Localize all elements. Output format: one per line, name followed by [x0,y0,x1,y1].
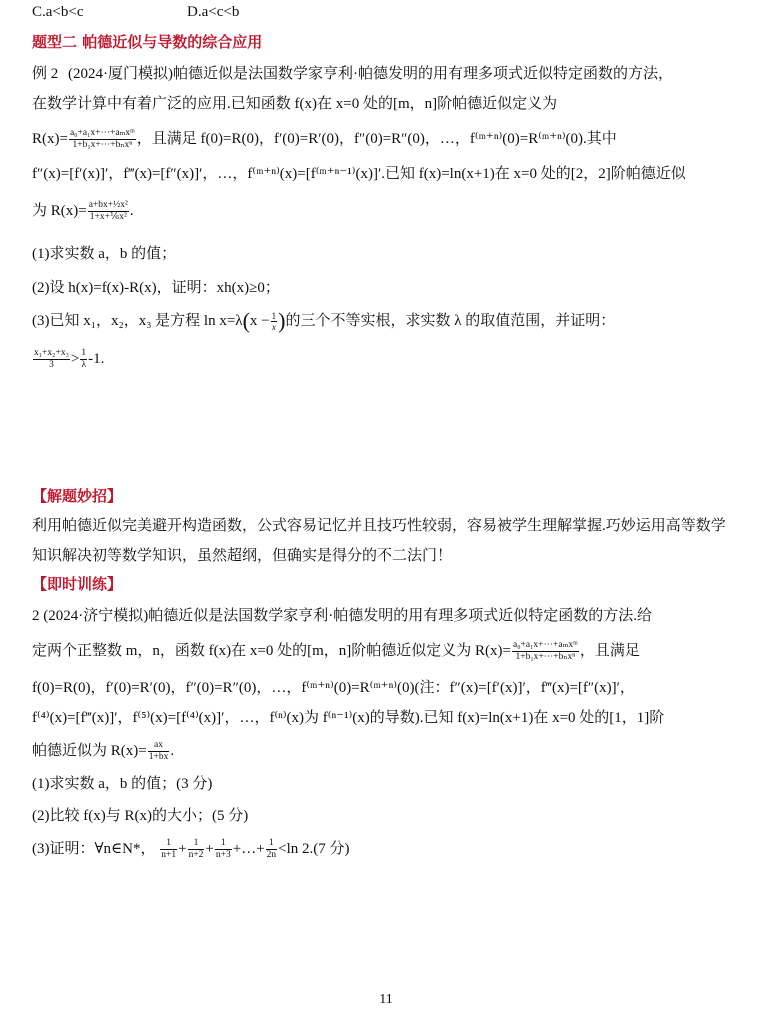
training-line-1: 2 (2024·济宁模拟)帕德近似是法国数学家亨利·帕德发明的用有理多项式近似特定函数的方法.给 [32,608,652,624]
tips-line-2: 知识解决初等数学知识，虽然超纲，但确实是得分的不二法门！ [32,548,453,564]
example-line-4: f″(x)=[f′(x)]′，f‴(x)=[f″(x)]′，…，f⁽ᵐ⁺ⁿ⁾(x)=[f⁽ᵐ⁺ⁿ⁻¹⁾(x)]′.已知 f(x)=ln(x+1)在 x=0 处的[2，2]阶帕德近似 [32,166,686,182]
training-line-5: 帕德近似为 R(x)= $\frac{ax}{1+bx}$ . [32,740,175,762]
training-line-2: 定两个正整数 m，n，函数 f(x)在 x=0 处的[m，n]阶帕德近似定义为 R(x)= $\frac{\text{a₀+a₁x+⋯+aₘxᵐ}}{\text{1+b₁x+⋯+bₙxⁿ}}$ ，且满足 [32,640,640,662]
r22-numerator: a+bx+½x² [88,200,128,210]
sum-term-last: $\frac{1}{2n}$ [266,838,277,860]
r22-denominator: 1+x+⅙x² [89,212,127,222]
def-lhs: R(x)= [32,130,68,147]
training-title: 【即时训练】 [32,575,123,593]
sum-term-1: $\frac{1}{n+1}$ [161,838,177,860]
example-line1-text: (2024·厦门模拟)帕德近似是法国数学家亨利·帕德发明的用有理多项式近似特定函数的方法， [68,66,674,82]
mean-fraction: $\frac{\text{x₁+x₂+x₃}}{3}$ [34,348,69,370]
question-2: (2)设 h(x)=f(x)-R(x)，证明：xh(x)≥0； [32,280,280,296]
training-question-2: (2)比较 f(x)与 R(x)的大小；(5 分) [32,808,249,824]
training-question-3: (3)证明：∀n∈N*， $\frac{1}{n+1}$ + $\frac{1}{n+2}$ + $\frac{1}{n+3}$ +…+ $\frac{1}{2n}$ <ln 2.(7 分) [32,838,350,860]
example-prefix: 例 2 [32,66,59,82]
section-title: 题型二 帕德近似与导数的综合应用 [32,33,263,51]
conditions-text: ，且满足 f(0)=R(0)，f′(0)=R′(0)，f″(0)=R″(0)，…，f⁽ᵐ⁺ⁿ⁾(0)=R⁽ᵐ⁺ⁿ⁾(0).其中 [136,130,617,147]
pade-denominator: 1+b₁x+⋯+bₙxⁿ [72,140,133,150]
option-c: C.a<b<c [32,4,84,20]
option-d: D.a<c<b [187,4,240,20]
pade-fraction [69,128,136,151]
example-line-3 [32,128,617,151]
example-line-5: 为 R(x)= $\frac{\text{a+bx+½x²}}{\text{1+x+⅙x²}}$ . [32,200,134,222]
training-question-1: (1)求实数 a，b 的值；(3 分) [32,776,213,792]
option-line [32,2,240,22]
r11-fraction: $\frac{ax}{1+bx}$ [148,740,169,762]
sum-term-2: $\frac{1}{n+2}$ [188,838,204,860]
training-line-3: f(0)=R(0)，f′(0)=R′(0)，f″(0)=R″(0)，…，f⁽ᵐ⁺ⁿ⁾(0)=R⁽ᵐ⁺ⁿ⁾(0)(注：f″(x)=[f′(x)]′，f‴(x)=[f″(x)]′， [32,680,635,696]
pade-numerator: a₀+a₁x+⋯+aₘxᵐ [69,128,135,138]
question-1: (1)求实数 a，b 的值； [32,246,177,262]
example-line-2: 在数学计算中有着广泛的应用.已知函数 f(x)在 x=0 处的[m，n]阶帕德近似定义为 [32,96,558,112]
question-3-end: $\frac{\text{x₁+x₂+x₃}}{3}$ > $\frac{1}{\lambda}$ -1. [34,348,105,370]
q3-inner: x − [249,313,270,329]
training-line-4: f⁽⁴⁾(x)=[f‴(x)]′，f⁽⁵⁾(x)=[f⁽⁴⁾(x)]′，…，f⁽ⁿ⁾(x)为 f⁽ⁿ⁻¹⁾(x)的导数).已知 f(x)=ln(x+1)在 x=0 处的[1，1]阶 [32,710,665,726]
example-line-1 [32,64,673,84]
r-prefix: 为 R(x)= [32,202,87,219]
tips-line-1: 利用帕德近似完美避开构造函数，公式容易记忆并且技巧性较弱，容易被学生理解掌握.巧妙运用高等数学 [32,518,726,534]
q3-text-b: 的三个不等实根，求实数 λ 的取值范围，并证明： [285,313,616,329]
page-number: 11 [379,992,393,1007]
q3-text-a: (3)已知 x₁，x₂，x₃ 是方程 ln x=λ [32,313,243,329]
sum-term-3: $\frac{1}{n+3}$ [215,838,231,860]
question-3: (3)已知 x₁，x₂，x₃ 是方程 ln x=λ(x − $\frac{1}{x}$ )的三个不等实根，求实数 λ 的取值范围，并证明： [32,308,616,333]
lambda-fraction: $\frac{1}{\lambda}$ [81,348,87,370]
training-pade-fraction: $\frac{\text{a₀+a₁x+⋯+aₘxᵐ}}{\text{1+b₁x+⋯+bₙxⁿ}}$ [512,640,578,662]
tips-title: 【解题妙招】 [32,487,123,505]
r22-fraction [88,200,129,223]
one-over-x: $\frac{1}{x}$ [271,311,277,333]
